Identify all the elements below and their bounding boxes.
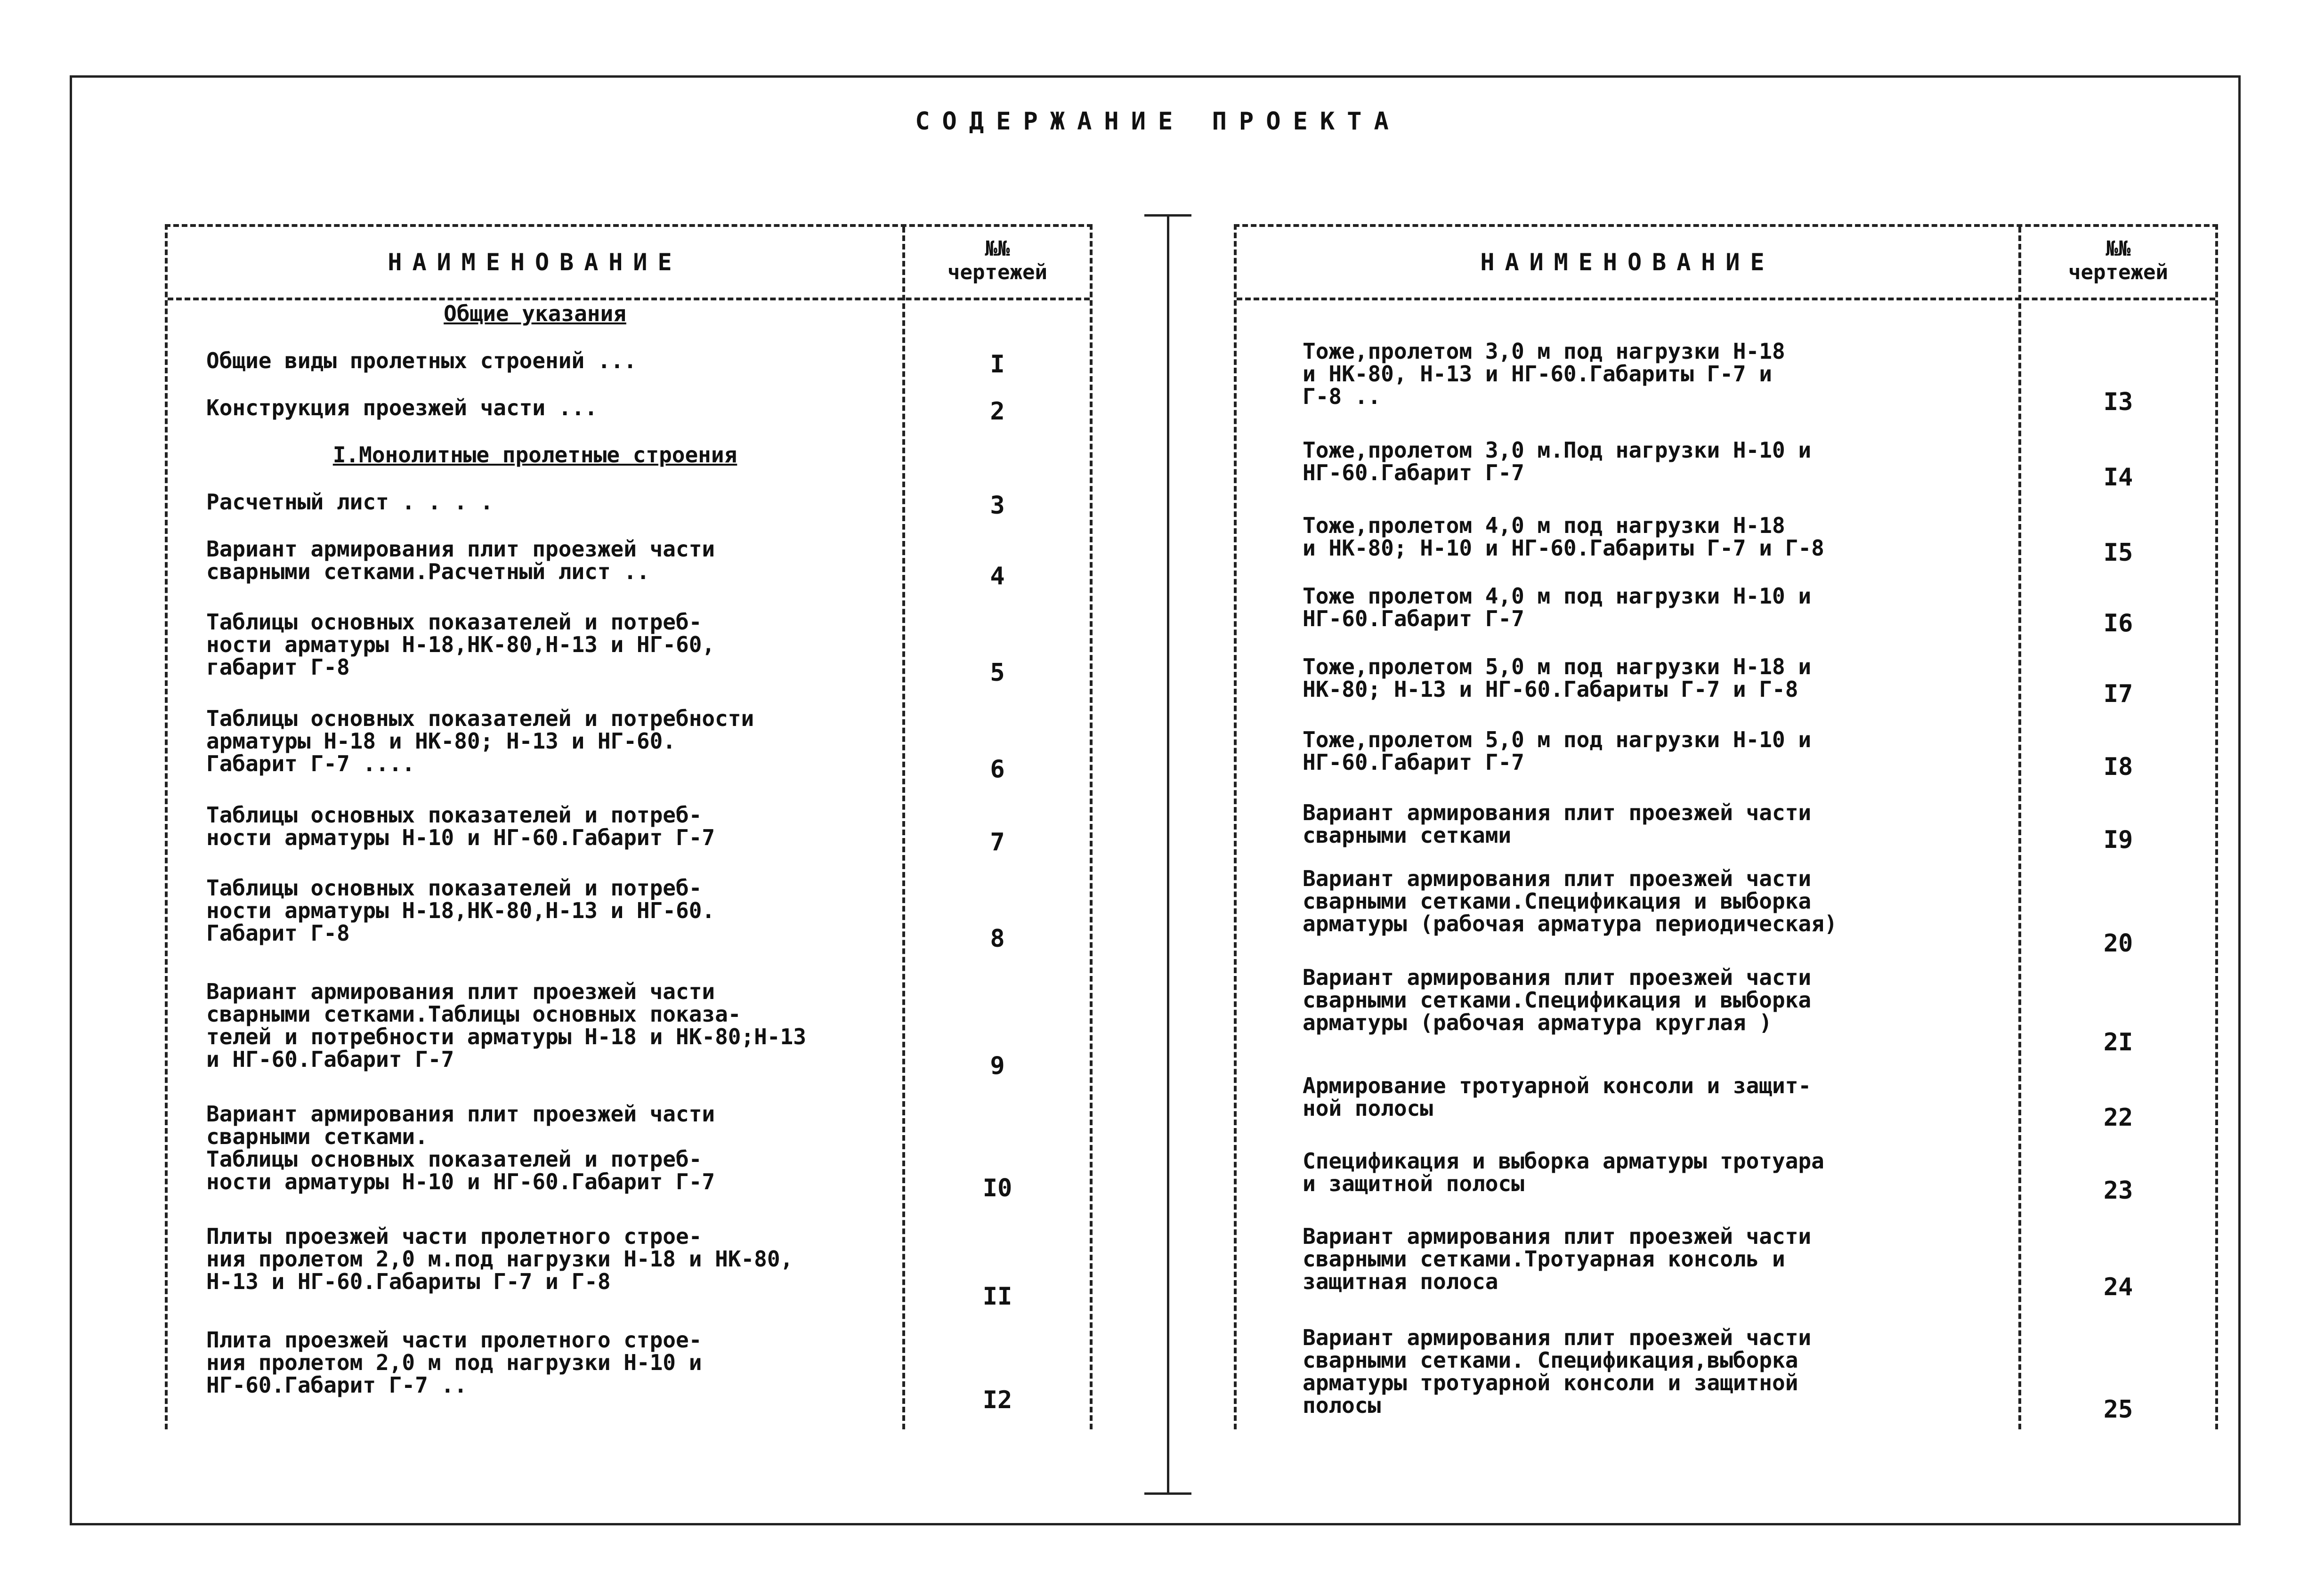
header-name-column: НАИМЕНОВАНИЕ xyxy=(1480,249,1775,276)
table-row xyxy=(168,980,1090,1079)
row-number: 9 xyxy=(990,1052,1005,1080)
table-row xyxy=(168,877,1090,952)
section-heading: I.Монолитные пролетные строения xyxy=(332,442,737,468)
row-title: Таблицы основных показателей и потреб- ности арматуры Н-18,НК-80,Н-13 и НГ-60, габарит Г-8 xyxy=(206,609,715,680)
header-number-symbol: №№ xyxy=(985,237,1010,261)
row-title: Тоже,пролетом 4,0 м под нагрузки Н-18 и НК-80; Н-10 и НГ-60.Габариты Г-7 и Г-8 xyxy=(1303,513,1824,561)
row-title: Плита проезжей части пролетного строе- ния пролетом 2,0 м под нагрузки Н-10 и НГ-60.Габарит Г-7 .. xyxy=(206,1327,702,1398)
row-title: Вариант армирования плит проезжей части сварными сетками.Расчетный лист .. xyxy=(206,536,715,584)
row-title: Вариант армирования плит проезжей части сварными сетками.Таблицы основных показа- телей и потребности арматуры Н-18 и НК-80;Н-13 и НГ-60.Габарит Г-7 xyxy=(206,979,806,1072)
header-name-column: НАИМЕНОВАНИЕ xyxy=(388,249,682,276)
table-row xyxy=(1237,1074,2215,1131)
row-number: II xyxy=(982,1282,1012,1311)
row-number: 25 xyxy=(2103,1395,2133,1424)
row-number: 22 xyxy=(2103,1104,2133,1132)
page-title: СОДЕРЖАНИЕ ПРОЕКТА xyxy=(915,107,1401,136)
table-row xyxy=(1237,728,2215,780)
table-row xyxy=(168,491,1090,519)
row-number: I8 xyxy=(2103,753,2133,781)
row-title: Вариант армирования плит проезжей части сварными сетками xyxy=(1303,800,1812,848)
table-row xyxy=(168,1329,1090,1413)
row-number: I4 xyxy=(2103,463,2133,492)
table-row xyxy=(168,804,1090,855)
row-title: Тоже,пролетом 5,0 м под нагрузки Н-10 и НГ-60.Габарит Г-7 xyxy=(1303,727,1812,775)
row-title: Тоже,пролетом 3,0 м.Под нагрузки Н-10 и НГ-60.Габарит Г-7 xyxy=(1303,437,1812,485)
header-number-label: чертежей xyxy=(947,260,1047,284)
row-number: I7 xyxy=(2103,680,2133,708)
table-row xyxy=(1237,801,2215,853)
row-title: Конструкция проезжей части ... xyxy=(206,395,598,420)
row-title: Вариант армирования плит проезжей части сварными сетками. Спецификация,выборка арматуры тротуарной консоли и защитной полосы xyxy=(1303,1325,1812,1418)
row-number: I5 xyxy=(2103,539,2133,567)
table-header xyxy=(1237,227,2215,300)
section-heading: Общие указания xyxy=(444,301,626,326)
row-title: Вариант армирования плит проезжей части сварными сетками.Спецификация и выборка арматуры (рабочая арматура круглая ) xyxy=(1303,965,1812,1035)
center-divider xyxy=(1167,214,1169,1495)
row-title: Таблицы основных показателей и потреб- ности арматуры Н-18,НК-80,Н-13 и НГ-60. Габарит Г-8 xyxy=(206,875,715,946)
contents-table-right xyxy=(1234,224,2218,1429)
table-row xyxy=(1237,514,2215,566)
table-row xyxy=(1237,340,2215,415)
table-row xyxy=(1237,1326,2215,1423)
row-title: Тоже,пролетом 5,0 м под нагрузки Н-18 и НК-80; Н-13 и НГ-60.Габариты Г-7 и Г-8 xyxy=(1303,654,1812,702)
contents-table-left xyxy=(165,224,1093,1429)
header-number-symbol: №№ xyxy=(2105,237,2131,261)
row-number: I xyxy=(990,350,1005,379)
row-number: I0 xyxy=(982,1174,1012,1202)
row-number: 24 xyxy=(2103,1273,2133,1301)
table-row xyxy=(168,396,1090,425)
row-title: Таблицы основных показателей и потреб- ности арматуры Н-10 и НГ-60.Габарит Г-7 xyxy=(206,802,715,850)
header-number-column xyxy=(2021,237,2215,284)
table-row xyxy=(168,443,1090,472)
table-row xyxy=(1237,585,2215,637)
table-row xyxy=(168,538,1090,589)
row-title: Плиты проезжей части пролетного строе- ния пролетом 2,0 м.под нагрузки Н-18 и НК-80, Н-13 и НГ-60.Габариты Г-7 и Г-8 xyxy=(206,1224,794,1294)
table-row xyxy=(1237,1150,2215,1204)
row-title: Вариант армирования плит проезжей части сварными сетками.Спецификация и выборка арматуры (рабочая арматура периодическая) xyxy=(1303,866,1838,936)
table-row xyxy=(1237,966,2215,1056)
row-title: Армирование тротуарной консоли и защит- ной полосы xyxy=(1303,1073,1812,1121)
table-row xyxy=(1237,439,2215,491)
row-number: I9 xyxy=(2103,826,2133,854)
table-row xyxy=(168,1225,1090,1310)
row-number: 5 xyxy=(990,659,1005,687)
header-number-label: чертежей xyxy=(2068,260,2168,284)
row-number: I3 xyxy=(2103,388,2133,416)
table-row xyxy=(168,302,1090,330)
table-row xyxy=(168,707,1090,782)
row-title: Расчетный лист . . . . xyxy=(206,489,494,515)
table-row xyxy=(1237,655,2215,707)
row-title: Тоже,пролетом 3,0 м под нагрузки Н-18 и НК-80, Н-13 и НГ-60.Габариты Г-7 и Г-8 .. xyxy=(1303,339,1785,409)
row-number: 4 xyxy=(990,562,1005,590)
row-title: Вариант армирования плит проезжей части сварными сетками.Тротуарная консоль и защитная полоса xyxy=(1303,1224,1812,1294)
divider-top-cap xyxy=(1144,214,1191,217)
table-row xyxy=(168,349,1090,378)
divider-bottom-cap xyxy=(1144,1492,1191,1495)
row-number: 20 xyxy=(2103,929,2133,958)
row-number: 2 xyxy=(990,397,1005,426)
table-row xyxy=(1237,1225,2215,1300)
row-number: 23 xyxy=(2103,1177,2133,1205)
row-number: I6 xyxy=(2103,609,2133,637)
table-row xyxy=(168,1103,1090,1201)
row-number: I2 xyxy=(982,1386,1012,1414)
row-number: 2I xyxy=(2103,1028,2133,1056)
row-number: 8 xyxy=(990,925,1005,953)
row-title: Общие виды пролетных строений ... xyxy=(206,348,637,373)
row-title: Спецификация и выборка арматуры тротуара и защитной полосы xyxy=(1303,1148,1824,1196)
row-title: Таблицы основных показателей и потребности арматуры Н-18 и НК-80; Н-13 и НГ-60. Габарит Г-7 .... xyxy=(206,706,754,776)
row-number: 3 xyxy=(990,492,1005,520)
table-header xyxy=(168,227,1090,300)
header-number-column xyxy=(905,237,1090,284)
row-number: 6 xyxy=(990,755,1005,783)
row-title: Вариант армирования плит проезжей части сварными сетками. Таблицы основных показателей и потреб- ности арматуры Н-10 и НГ-60.Габарит Г-7 xyxy=(206,1101,715,1194)
row-title: Тоже пролетом 4,0 м под нагрузки Н-10 и НГ-60.Габарит Г-7 xyxy=(1303,583,1812,631)
row-number: 7 xyxy=(990,828,1005,856)
table-row xyxy=(1237,867,2215,957)
table-row xyxy=(168,611,1090,686)
